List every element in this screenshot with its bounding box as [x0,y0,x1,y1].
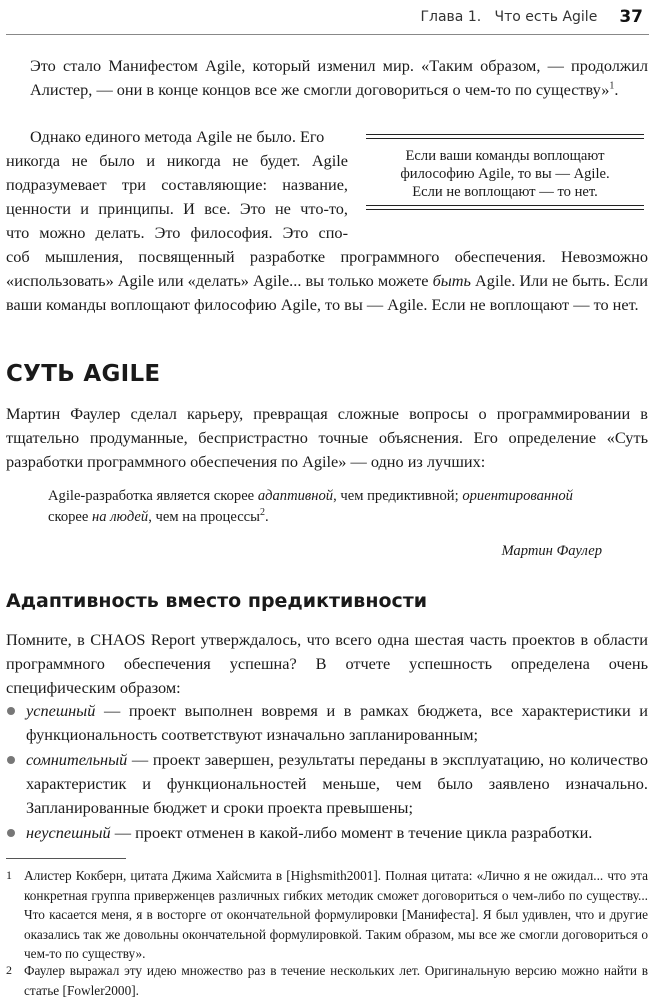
footnote-text: Фаулер выражал эту идею множество раз в течение нескольких лет. Оригинальную версию можно найти в статье [Fowler2000]. [24,963,648,998]
blockquote-text-2: , чем предиктивной; [333,488,463,504]
intro-paragraph-2-line: что можно делать. Это философия. Это спо- [6,223,348,242]
footnote-1 [6,866,648,964]
blockquote-attribution: Мартин Фаулер [501,543,602,559]
outcome-list [6,699,648,846]
blockquote-text-1: Agile-разработка является скорее [48,488,258,504]
page-number: 37 [619,7,643,27]
intro-paragraph-1-text: Это стало Манифестом Agile, который изменил мир. «Таким образом, — продолжил Алистер, — они в конце концов все же смогли договориться о чем-то по существу» [30,56,648,99]
pull-quote-line: философию Agile, то вы — Agile. [400,166,610,182]
intro-paragraph-2-line: подразумевает три составляющие: название, [6,175,348,194]
subsection-paragraph-1: Помните, в CHAOS Report утверждалось, что всего одна шестая часть проектов в области программного обеспечения успешна? В отчете успешность определена очень специфическим образом: [6,630,648,697]
section-paragraph-1: Мартин Фаулер сделал карьеру, превращая сложные вопросы о программировании в тщательно продуманные, беспристрастно точные объяснения. Его определение «Суть разработки программного обеспечения по Agile» — одно из лучших: [6,404,648,471]
list-item-text: — проект отменен в какой-либо момент в течение цикла разработки. [110,823,593,842]
list-item [6,748,648,820]
intro-paragraph-2-text-a: соб мышления, посвященный разработке программного обеспечения. Невозможно «использовать» Agile или «делать» Agile... вы только можете [6,247,648,290]
footnote-text: Алистер Кокберн, цитата Джима Хайсмита в [Highsmith2001]. Полная цитата: «Лично я не ожидал... что эта конкретная группа приверженцев различных гибких методик сможет договориться о чем-либо по существу... Что касается меня, я в восторге от окончательной формулировки [Манифеста]. Я был удивлен, что и другие оказались так же довольны окончательной формулировкой. Таким образом, мы все же смогли договориться о чем-то по существу». [24,868,648,961]
pull-quote-text [366,147,644,201]
footnote-number: 1 [6,868,12,882]
blockquote-emphasis-adaptive: адаптивной [257,488,334,504]
chapter-title: Глава 1. Что есть Agile [420,9,598,25]
list-item-term: сомнительный [26,750,128,769]
emphasis-be: быть [432,271,471,290]
intro-paragraph-2-text-b: Agile. Или не быть. Если ваши команды воплощают философию Agile, то вы — Agile. Если не воплощают — то нет. [6,271,648,314]
pull-quote-top-rule [366,134,644,139]
blockquote [48,486,604,528]
intro-paragraph-1: Это стало Манифестом Agile, который изменил мир. «Таким образом, — продолжил Алистер, — они в конце концов все же смогли договориться о чем-то по существу»$^1$. [30,56,648,99]
subsection-heading: Адаптивность вместо предиктивности [6,590,428,612]
footnote-number: 2 [6,963,12,977]
footnote-ref-1[interactable]: 1 [609,80,615,92]
header-divider [6,34,649,35]
running-header [6,0,649,34]
footnote-2 [6,961,648,1000]
bullet-icon [7,829,15,837]
intro-paragraph-2-line: ценности и принципы. И все. Это не что-то, [6,199,348,218]
list-item-term: успешный [26,701,96,720]
pull-quote-line: Если ваши команды воплощают [405,148,605,164]
pull-quote [366,134,644,208]
blockquote-text-4: , чем на процессы [148,509,260,525]
list-item-text: — проект выполнен вовремя и в рамках бюджета, все характеристики и функциональность соответствуют изначально запланированным; [26,701,648,744]
intro-paragraph-2-line: никогда не было и никогда не будет. Agile [6,151,348,170]
list-item [6,821,648,845]
intro-paragraph-2-continued [6,245,648,317]
blockquote-emphasis-people: на людей [92,509,149,525]
blockquote-emphasis-oriented: ориентированной [462,488,573,504]
pull-quote-line: Если не воплощают — то нет. [412,184,598,200]
intro-paragraph-2-line: Однако единого метода Agile не было. Его [30,127,325,146]
footnote-ref-2[interactable]: 2 [259,507,265,519]
footnote-divider [6,858,126,859]
bullet-icon [7,707,15,715]
list-item-term: неуспешный [26,823,111,842]
bullet-icon [7,756,15,764]
blockquote-text-3: скорее [48,509,93,525]
section-heading: СУТЬ AGILE [6,361,161,387]
list-item-text: — проект завершен, результаты переданы в эксплуатацию, но количество характеристик и функциональностей меньше, чем было заявлено изначально. Запланированные бюджет и сроки проекта превышены; [26,750,648,817]
list-item [6,699,648,747]
blockquote-text-5: . [264,509,269,525]
pull-quote-bottom-rule [366,205,644,210]
